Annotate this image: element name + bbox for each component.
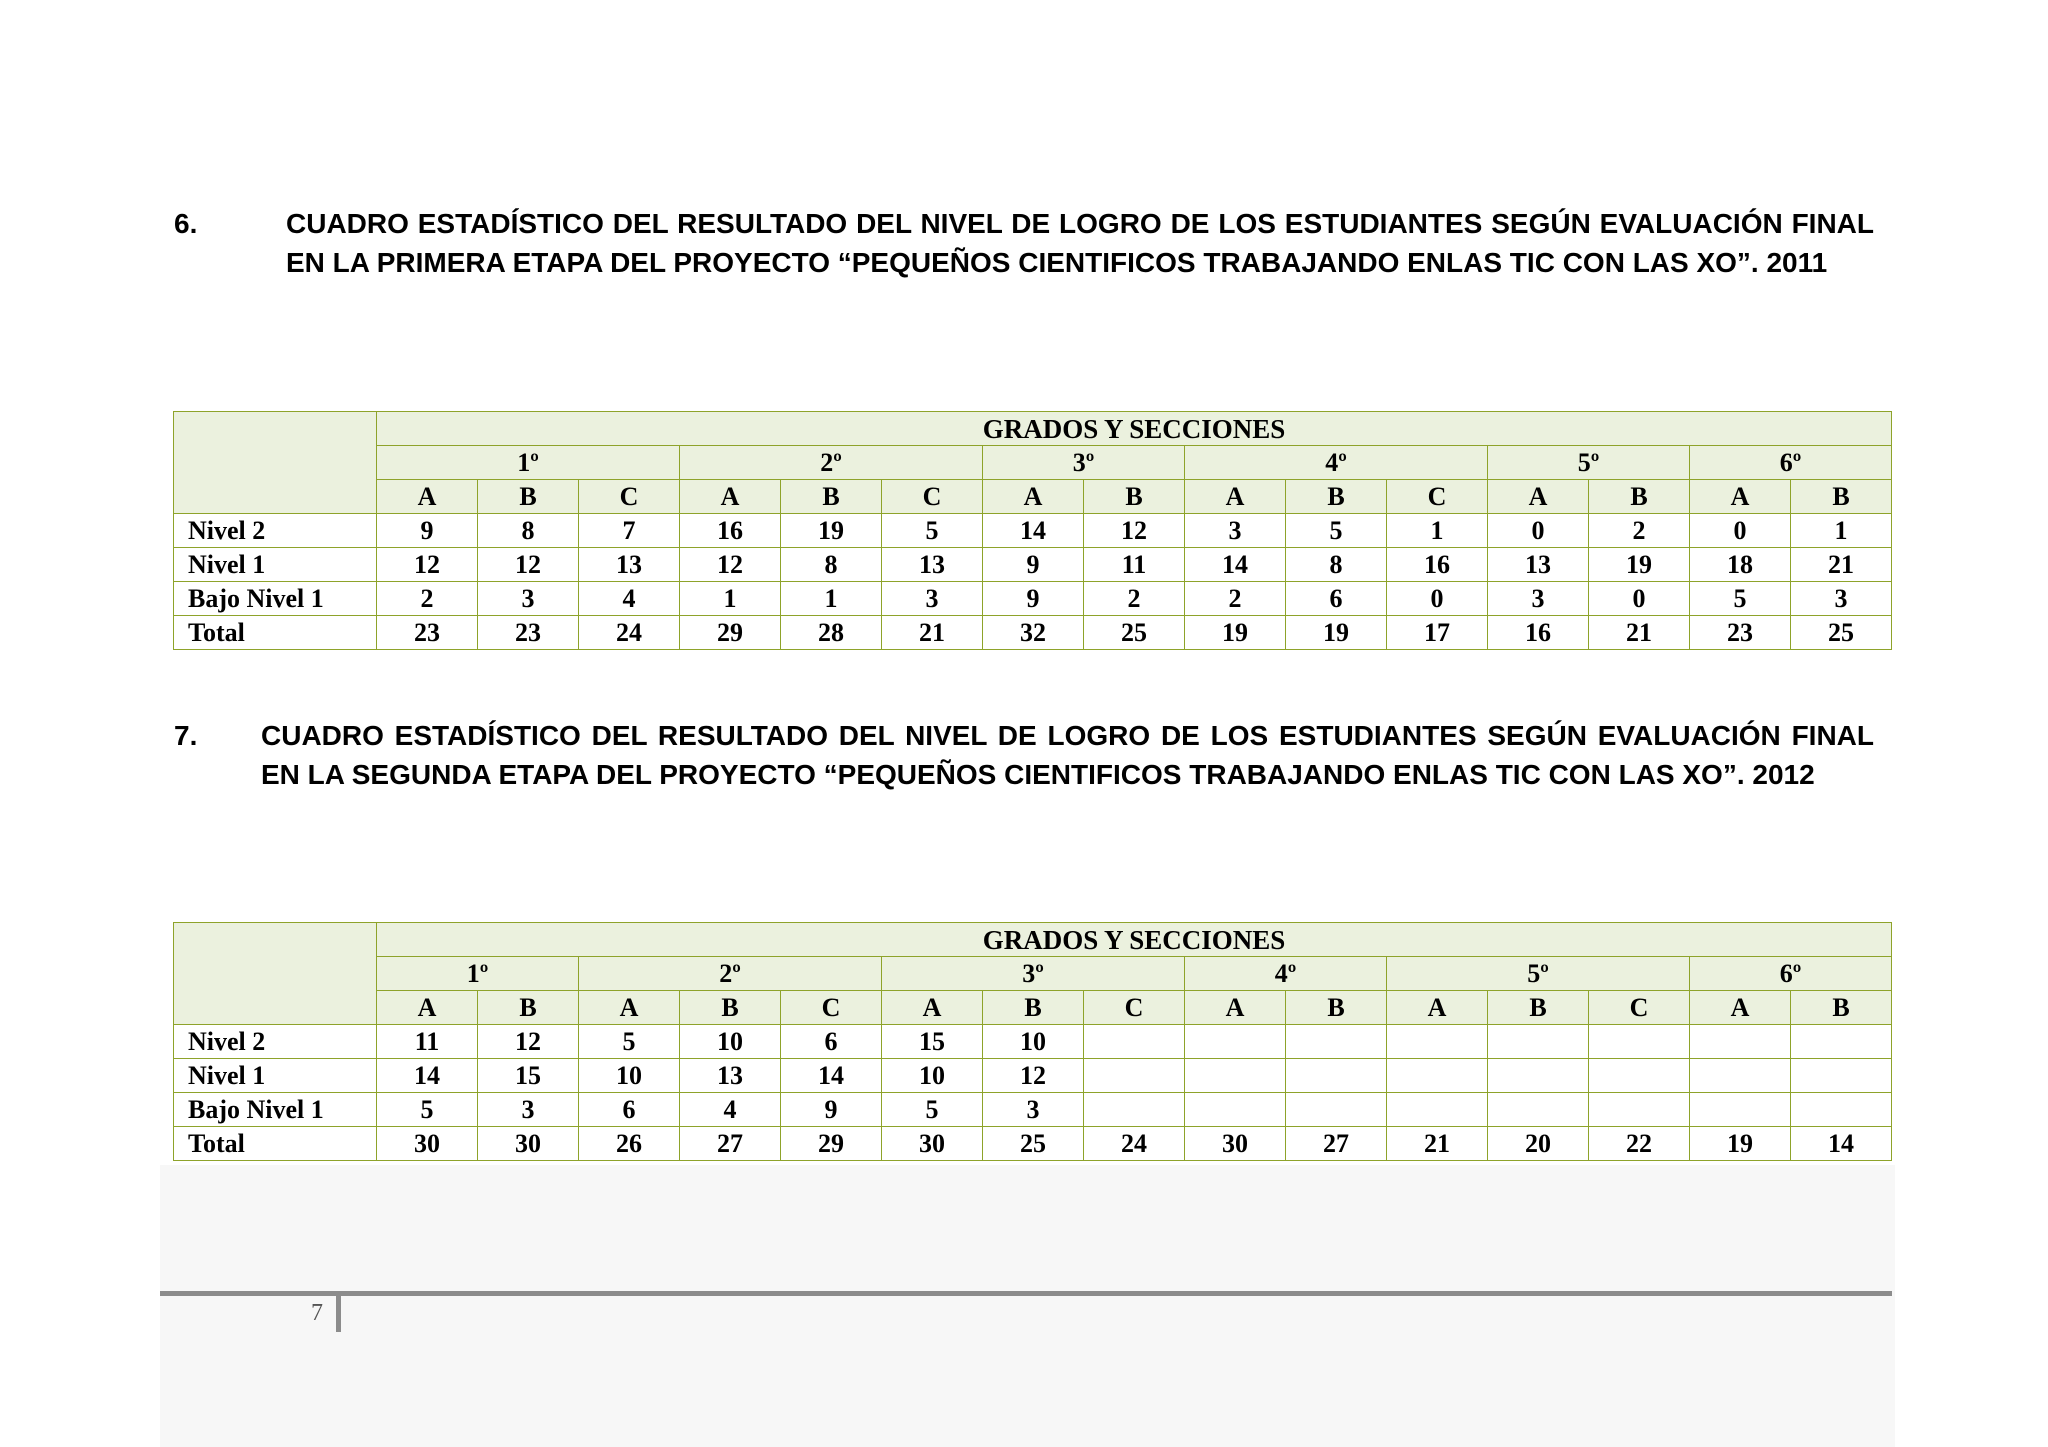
table-cell — [1084, 1025, 1185, 1059]
table-cell — [1185, 1025, 1286, 1059]
table-cell: 3 — [1791, 582, 1892, 616]
table-cell: 8 — [478, 514, 579, 548]
row-label: Nivel 1 — [174, 548, 377, 582]
table-cell: 13 — [882, 548, 983, 582]
table-cell: 8 — [1286, 548, 1387, 582]
section-header: A — [1185, 480, 1286, 514]
grade-header: 5º — [1488, 446, 1690, 480]
table-cell: 19 — [1185, 616, 1286, 650]
table-cell: 2 — [377, 582, 478, 616]
table-cell: 14 — [1791, 1127, 1892, 1161]
table-row — [174, 1025, 1892, 1059]
table-cell: 10 — [983, 1025, 1084, 1059]
table-cell: 6 — [1286, 582, 1387, 616]
table-cell: 25 — [983, 1127, 1084, 1161]
table-cell: 28 — [781, 616, 882, 650]
section-header: B — [478, 991, 579, 1025]
table-cell — [1589, 1025, 1690, 1059]
row-label: Total — [174, 616, 377, 650]
table-row — [174, 548, 1892, 582]
section-header: A — [1488, 480, 1589, 514]
section-6-number: 6. — [174, 208, 198, 239]
table-cell: 30 — [377, 1127, 478, 1161]
table-cell: 14 — [1185, 548, 1286, 582]
table-corner-cell — [174, 412, 377, 514]
table-cell: 24 — [579, 616, 680, 650]
table-cell: 16 — [680, 514, 781, 548]
table-cell: 22 — [1589, 1127, 1690, 1161]
table-cell: 21 — [882, 616, 983, 650]
table-cell: 27 — [1286, 1127, 1387, 1161]
table-row — [174, 616, 1892, 650]
table-cell — [1488, 1093, 1589, 1127]
table-cell: 14 — [781, 1059, 882, 1093]
section-header: A — [377, 480, 478, 514]
table-cell: 2 — [1084, 582, 1185, 616]
table-cell — [1791, 1059, 1892, 1093]
table-title-cell: GRADOS Y SECCIONES — [377, 412, 1892, 446]
table-cell: 11 — [377, 1025, 478, 1059]
table-cell: 4 — [680, 1093, 781, 1127]
page-number-bar — [336, 1296, 341, 1332]
table-cell: 19 — [781, 514, 882, 548]
table-cell: 23 — [1690, 616, 1791, 650]
row-label: Nivel 2 — [174, 1025, 377, 1059]
table-cell: 1 — [1387, 514, 1488, 548]
section-header: A — [377, 991, 478, 1025]
section-header: C — [1387, 480, 1488, 514]
table-cell: 0 — [1690, 514, 1791, 548]
table-cell: 13 — [1488, 548, 1589, 582]
grades-row — [174, 957, 1892, 991]
section-header: B — [478, 480, 579, 514]
section-header: A — [983, 480, 1084, 514]
section-header: B — [1589, 480, 1690, 514]
grade-header: 3º — [983, 446, 1185, 480]
table-row — [174, 1093, 1892, 1127]
section-header: A — [882, 991, 983, 1025]
grade-header: 1º — [377, 446, 680, 480]
table-row — [174, 1127, 1892, 1161]
table-cell — [1791, 1093, 1892, 1127]
table-cell: 13 — [579, 548, 680, 582]
table-cell: 21 — [1791, 548, 1892, 582]
table-cell — [1286, 1059, 1387, 1093]
table-cell: 18 — [1690, 548, 1791, 582]
section-header: C — [579, 480, 680, 514]
table-cell: 2 — [1589, 514, 1690, 548]
section-header: A — [680, 480, 781, 514]
sections-row — [174, 991, 1892, 1025]
section-header: B — [680, 991, 781, 1025]
section-header: B — [1791, 480, 1892, 514]
table-cell: 24 — [1084, 1127, 1185, 1161]
table-cell: 1 — [1791, 514, 1892, 548]
table-cell — [1589, 1093, 1690, 1127]
table-cell: 2 — [1185, 582, 1286, 616]
table-cell: 3 — [882, 582, 983, 616]
table-cell — [1791, 1025, 1892, 1059]
section-header: A — [1690, 480, 1791, 514]
section-7-title: CUADRO ESTADÍSTICO DEL RESULTADO DEL NIVEL DE LOGRO DE LOS ESTUDIANTES SEGÚN EVALUACIÓN FINAL EN LA SEGUNDA ETAPA DEL PROYECTO “PEQUEÑOS CIENTIFICOS TRABAJANDO ENLAS TIC CON LAS XO”. 2012 — [261, 720, 1874, 790]
results-table-2011 — [173, 411, 1892, 650]
table-cell: 25 — [1791, 616, 1892, 650]
table-cell — [1488, 1059, 1589, 1093]
table-cell: 6 — [579, 1093, 680, 1127]
table-cell: 7 — [579, 514, 680, 548]
table-cell: 5 — [1286, 514, 1387, 548]
table-cell: 1 — [781, 582, 882, 616]
table-cell: 11 — [1084, 548, 1185, 582]
table-cell: 9 — [983, 548, 1084, 582]
section-header: B — [1286, 480, 1387, 514]
table-cell: 9 — [781, 1093, 882, 1127]
table-cell — [1387, 1059, 1488, 1093]
section-header: A — [1690, 991, 1791, 1025]
table-cell: 1 — [680, 582, 781, 616]
section-6-title: CUADRO ESTADÍSTICO DEL RESULTADO DEL NIVEL DE LOGRO DE LOS ESTUDIANTES SEGÚN EVALUACIÓN FINAL EN LA PRIMERA ETAPA DEL PROYECTO “PEQUEÑOS CIENTIFICOS TRABAJANDO ENLAS TIC CON LAS XO”. 2011 — [286, 208, 1874, 278]
table-cell: 20 — [1488, 1127, 1589, 1161]
section-header: B — [781, 480, 882, 514]
table-cell — [1185, 1093, 1286, 1127]
table-cell: 5 — [882, 1093, 983, 1127]
row-label: Bajo Nivel 1 — [174, 582, 377, 616]
section-header: A — [1185, 991, 1286, 1025]
table-cell: 10 — [579, 1059, 680, 1093]
table-row — [174, 514, 1892, 548]
table-cell: 14 — [983, 514, 1084, 548]
table-cell: 12 — [983, 1059, 1084, 1093]
table-cell: 4 — [579, 582, 680, 616]
grade-header: 4º — [1185, 957, 1387, 991]
table-corner-cell — [174, 923, 377, 1025]
section-header: B — [1084, 480, 1185, 514]
row-label: Total — [174, 1127, 377, 1161]
grade-header: 3º — [882, 957, 1185, 991]
section-header: C — [1084, 991, 1185, 1025]
table-cell: 12 — [1084, 514, 1185, 548]
table-cell: 19 — [1286, 616, 1387, 650]
table-cell: 3 — [1185, 514, 1286, 548]
table-cell: 12 — [680, 548, 781, 582]
table-cell — [1084, 1059, 1185, 1093]
grade-header: 1º — [377, 957, 579, 991]
section-header: C — [781, 991, 882, 1025]
grade-header: 2º — [579, 957, 882, 991]
table-cell: 3 — [1488, 582, 1589, 616]
table-cell: 21 — [1589, 616, 1690, 650]
table-cell: 12 — [478, 1025, 579, 1059]
section-header: B — [1488, 991, 1589, 1025]
table-cell: 0 — [1589, 582, 1690, 616]
table-cell: 0 — [1488, 514, 1589, 548]
section-header: B — [1791, 991, 1892, 1025]
row-label: Nivel 2 — [174, 514, 377, 548]
table-cell: 30 — [478, 1127, 579, 1161]
table-row — [174, 1059, 1892, 1093]
table-header-row — [174, 923, 1892, 957]
section-header: A — [1387, 991, 1488, 1025]
row-label: Nivel 1 — [174, 1059, 377, 1093]
table-cell: 30 — [882, 1127, 983, 1161]
grade-header: 4º — [1185, 446, 1488, 480]
table-cell: 32 — [983, 616, 1084, 650]
table-header-row — [174, 412, 1892, 446]
table-cell: 15 — [478, 1059, 579, 1093]
table-cell: 10 — [882, 1059, 983, 1093]
table-cell: 16 — [1387, 548, 1488, 582]
table-cell: 19 — [1690, 1127, 1791, 1161]
table-cell: 25 — [1084, 616, 1185, 650]
table-cell: 15 — [882, 1025, 983, 1059]
table-cell: 16 — [1488, 616, 1589, 650]
table-cell: 29 — [781, 1127, 882, 1161]
section-header: A — [579, 991, 680, 1025]
table-cell: 3 — [983, 1093, 1084, 1127]
table-cell: 26 — [579, 1127, 680, 1161]
table-cell: 9 — [983, 582, 1084, 616]
results-table-2012 — [173, 922, 1892, 1161]
table-cell: 3 — [478, 1093, 579, 1127]
table-cell: 12 — [478, 548, 579, 582]
sections-row — [174, 480, 1892, 514]
section-header: B — [983, 991, 1084, 1025]
table-cell: 14 — [377, 1059, 478, 1093]
row-label: Bajo Nivel 1 — [174, 1093, 377, 1127]
table-cell: 12 — [377, 548, 478, 582]
table-cell: 8 — [781, 548, 882, 582]
table-cell — [1286, 1093, 1387, 1127]
grades-row — [174, 446, 1892, 480]
table-cell: 3 — [478, 582, 579, 616]
table-cell — [1589, 1059, 1690, 1093]
table-cell: 27 — [680, 1127, 781, 1161]
section-header: C — [882, 480, 983, 514]
table-cell: 17 — [1387, 616, 1488, 650]
table-cell: 5 — [579, 1025, 680, 1059]
section-7-number: 7. — [174, 720, 198, 751]
table-cell — [1387, 1025, 1488, 1059]
table-cell — [1084, 1093, 1185, 1127]
table-cell: 29 — [680, 616, 781, 650]
grade-header: 2º — [680, 446, 983, 480]
grade-header: 6º — [1690, 957, 1892, 991]
table-cell: 30 — [1185, 1127, 1286, 1161]
page-background-panel — [160, 1165, 1895, 1447]
table-cell — [1690, 1059, 1791, 1093]
table-cell: 6 — [781, 1025, 882, 1059]
table-cell: 5 — [377, 1093, 478, 1127]
grade-header: 5º — [1387, 957, 1690, 991]
table-cell: 23 — [377, 616, 478, 650]
table-cell — [1387, 1093, 1488, 1127]
grade-header: 6º — [1690, 446, 1892, 480]
table-cell: 9 — [377, 514, 478, 548]
section-header: C — [1589, 991, 1690, 1025]
table-cell — [1488, 1025, 1589, 1059]
table-cell: 0 — [1387, 582, 1488, 616]
table-row — [174, 582, 1892, 616]
table-cell: 23 — [478, 616, 579, 650]
table-title-cell: GRADOS Y SECCIONES — [377, 923, 1892, 957]
table-cell — [1690, 1025, 1791, 1059]
table-cell — [1690, 1093, 1791, 1127]
table-cell: 19 — [1589, 548, 1690, 582]
table-cell — [1185, 1059, 1286, 1093]
table-cell: 5 — [882, 514, 983, 548]
footer-divider — [160, 1291, 1892, 1296]
table-cell: 10 — [680, 1025, 781, 1059]
table-cell — [1286, 1025, 1387, 1059]
table-cell: 13 — [680, 1059, 781, 1093]
table-cell: 5 — [1690, 582, 1791, 616]
page-number: 7 — [311, 1300, 323, 1326]
table-cell: 21 — [1387, 1127, 1488, 1161]
section-header: B — [1286, 991, 1387, 1025]
